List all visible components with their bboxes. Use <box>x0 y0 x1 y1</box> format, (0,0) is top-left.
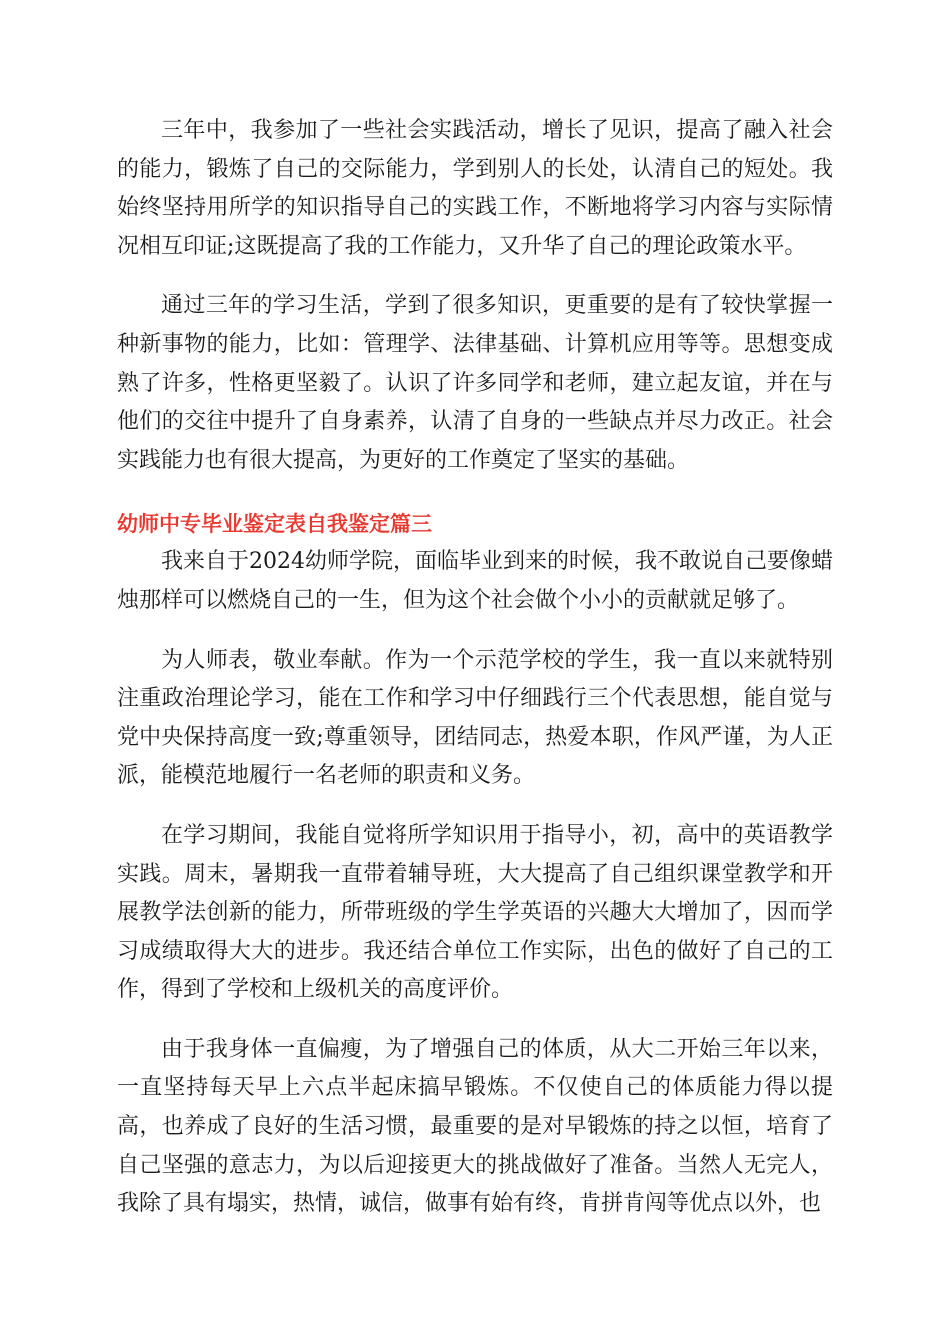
paragraph-practice: 三年中，我参加了一些社会实践活动，增长了见识，提高了融入社会的能力，锻炼了自己的交际能力，学到别人的长处，认清自己的短处。我始终坚持用所学的知识指导自己的实践工作，不断地将学习内容与实际情况相互印证;这既提高了我的工作能力，又升华了自己的理论政策水平。 <box>117 118 833 259</box>
paragraph-study-period: 在学习期间，我能自觉将所学知识用于指导小，初，高中的英语教学实践。周末，暑期我一直带着辅导班，大大提高了自己组织课堂教学和开展教学法创新的能力，所带班级的学生学英语的兴趣大大增加了，因而学习成绩取得大大的进步。我还结合单位工作实际，出色的做好了自己的工作，得到了学校和上级机关的高度评价。 <box>117 822 833 1003</box>
paragraph-introduction: 我来自于2024幼师学院，面临毕业到来的时候，我不敢说自己要像蜡烛那样可以燃烧自己的一生，但为这个社会做个小小的贡献就足够了。 <box>117 549 833 613</box>
document-body <box>117 112 833 1245</box>
paragraph-exercise: 由于我身体一直偏瘦，为了增强自己的体质，从大二开始三年以来，一直坚持每天早上六点半起床搞早锻炼。不仅使自己的体质能力得以提高，也养成了良好的生活习惯，最重要的是对早锻炼的持之以恒，培育了自己坚强的意志力，为以后迎接更大的挑战做好了准备。当然人无完人，我除了具有塌实，热情，诚信，做事有始有终，肯拼肯闯等优点以外，也 <box>117 1036 833 1217</box>
section-heading: 幼师中专毕业鉴定表自我鉴定篇三 <box>117 512 432 537</box>
paragraph-teacher-ethics: 为人师表，敬业奉献。作为一个示范学校的学生，我一直以来就特别注重政治理论学习，能在工作和学习中仔细践行三个代表思想，能自觉与党中央保持高度一致;尊重领导，团结同志，热爱本职，作风严谨，为人正派，能模范地履行一名老师的职责和义务。 <box>117 647 833 789</box>
paragraph-study-life: 通过三年的学习生活，学到了很多知识，更重要的是有了较快掌握一种新事物的能力，比如：管理学、法律基础、计算机应用等等。思想变成熟了许多，性格更坚毅了。认识了许多同学和老师，建立起友谊，并在与他们的交往中提升了自身素养，认清了自身的一些缺点并尽力改正。社会实践能力也有很大提高，为更好的工作奠定了坚实的基础。 <box>117 293 833 473</box>
